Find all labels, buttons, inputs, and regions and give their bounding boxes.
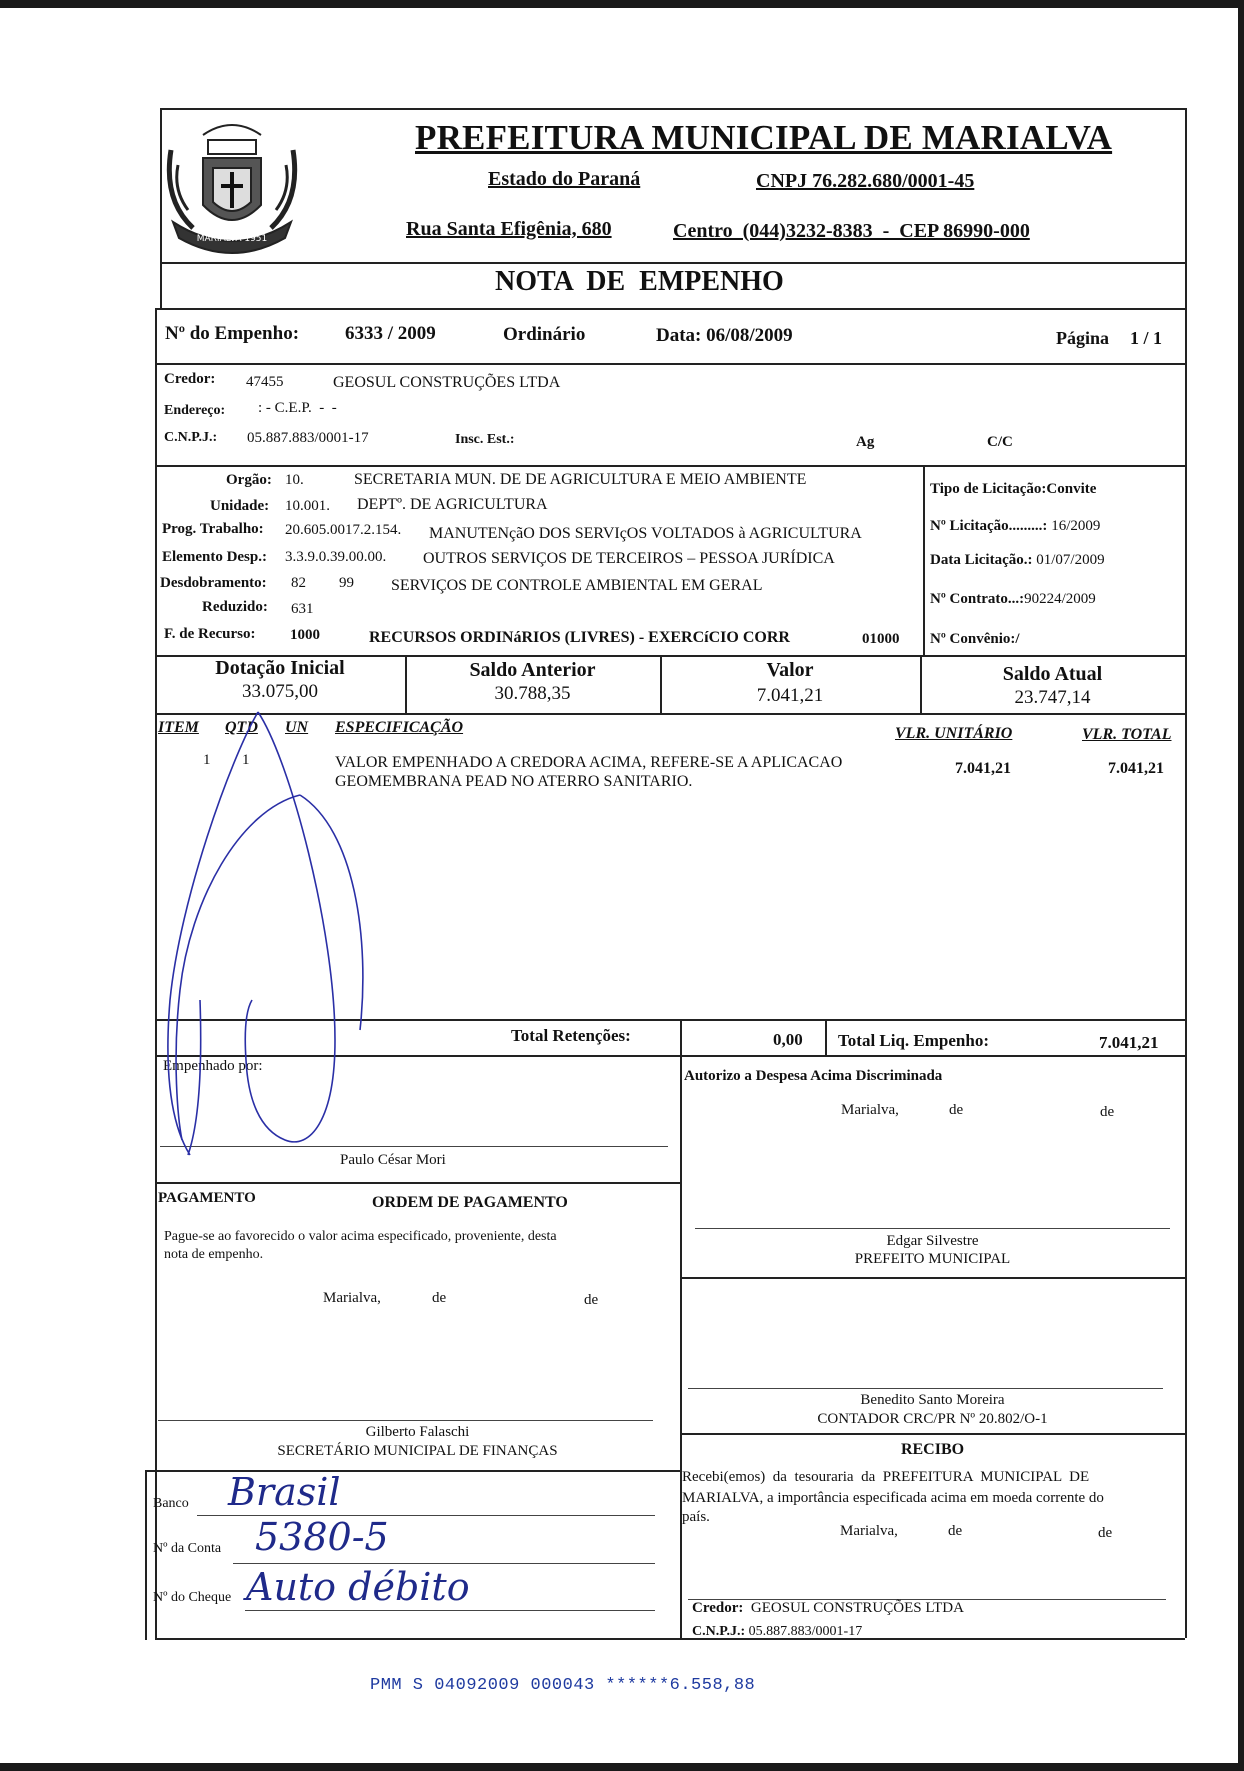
banco-handwritten: Brasil — [228, 1470, 341, 1514]
recibo-de-2: de — [1098, 1525, 1113, 1541]
autorizo-label: Autorizo a Despesa Acima Discriminada — [684, 1068, 943, 1084]
prefeito-signature-line — [695, 1228, 1170, 1229]
orgao-label: Orgão: — [226, 472, 272, 488]
orgao-name: SECRETARIA MUN. DE DE AGRICULTURA E MEIO AMBIENTE — [354, 471, 807, 488]
total-retencoes-label: Total Retenções: — [511, 1026, 631, 1045]
scan-edge-bottom — [0, 1763, 1244, 1771]
saldo-atual-value: 23.747,14 — [1014, 687, 1091, 708]
cheque-line — [245, 1610, 655, 1611]
autorizo-de-2: de — [1100, 1104, 1115, 1120]
cheque-handwritten: Auto débito — [246, 1565, 470, 1609]
header-divider — [160, 262, 1185, 264]
handwritten-signature-empenhado — [160, 700, 390, 1160]
empenho-number-label: Nº do Empenho: — [165, 323, 300, 344]
conta-handwritten: 5380-5 — [255, 1515, 389, 1559]
prog-trabalho-name: MANUTENçãO DOS SERVIçOS VOLTADOS à AGRICULTURA — [429, 525, 862, 542]
recurso-label: F. de Recurso: — [164, 626, 256, 642]
recibo-place: Marialva, — [840, 1523, 898, 1539]
reduzido-label: Reduzido: — [202, 599, 268, 615]
credor-top-border — [155, 363, 1185, 365]
contador-name: Benedito Santo Moreira — [860, 1392, 1005, 1408]
conta-line — [233, 1563, 655, 1564]
numero-licitacao: Nº Licitação.........: 16/2009 — [930, 518, 1101, 534]
credor-cnpj: 05.887.883/0001-17 — [247, 430, 369, 446]
totals-divider-1 — [680, 1019, 682, 1055]
header-street: Rua Santa Efigênia, 680 — [406, 218, 612, 240]
item-description-line1: VALOR EMPENHADO A CREDORA ACIMA, REFERE-SE A APLICACAO — [335, 754, 843, 771]
reduzido-value: 631 — [291, 601, 314, 617]
budget-top-border — [155, 465, 1185, 467]
recurso-name: RECURSOS ORDINáRIOS (LIVRES) - EXERCíCIO CORR — [369, 629, 790, 646]
prefeito-name: Edgar Silvestre — [886, 1233, 979, 1249]
conta-corrente-label: C/C — [987, 434, 1013, 450]
licitacao-left-border — [923, 465, 925, 655]
header-left-border — [160, 108, 162, 308]
valor-label: Valor — [766, 659, 814, 681]
item-unit-value: 7.041,21 — [955, 760, 1011, 777]
pagamento-de-2: de — [584, 1292, 599, 1308]
empenho-number: 6333 / 2009 — [345, 323, 436, 344]
empenhado-por-label: Empenhado por: — [163, 1058, 263, 1074]
col-item: ITEM — [158, 719, 199, 736]
valor-value: 7.041,21 — [756, 685, 824, 706]
totals-divider-2 — [825, 1019, 827, 1055]
payment-stamp: PMM S 04092009 000043 ******6.558,88 — [370, 1676, 756, 1695]
recibo-top-border — [680, 1433, 1185, 1435]
secretario-role: SECRETÁRIO MUNICIPAL DE FINANÇAS — [277, 1443, 558, 1459]
prog-trabalho-code: 20.605.0017.2.154. — [285, 522, 402, 538]
elemento-label: Elemento Desp.: — [162, 549, 267, 565]
recibo-text-line3: país. — [682, 1509, 710, 1525]
prefeito-role: PREFEITO MUNICIPAL — [854, 1251, 1011, 1267]
dotacao-inicial-value: 33.075,00 — [242, 681, 318, 702]
scan-edge-top — [0, 0, 1244, 8]
credor-code: 47455 — [246, 374, 284, 390]
pagamento-top-border — [155, 1182, 680, 1184]
unidade-label: Unidade: — [210, 498, 270, 514]
credor-name: GEOSUL CONSTRUÇÕES LTDA — [333, 374, 561, 391]
header-title: PREFEITURA MUNICIPAL DE MARIALVA — [415, 118, 1113, 157]
lower-center-divider — [680, 1055, 682, 1640]
recibo-de-1: de — [948, 1523, 963, 1539]
banco-label: Banco — [153, 1496, 189, 1511]
page-number: 1 / 1 — [1130, 328, 1163, 348]
total-liq-label: Total Liq. Empenho: — [838, 1031, 989, 1050]
recibo-text-line1: Recebi(emos) da tesouraria da PREFEITURA MUNICIPAL DE — [682, 1469, 1090, 1485]
dotacao-inicial-label: Dotação Inicial — [215, 657, 345, 679]
recibo-title: RECIBO — [900, 1441, 965, 1458]
recibo-credor: Credor: GEOSUL CONSTRUÇÕES LTDA — [692, 1600, 964, 1616]
empenhado-por-name: Paulo César Mori — [340, 1152, 446, 1168]
bank-top-border — [145, 1470, 680, 1472]
col-un: UN — [285, 719, 309, 736]
item-description-line2: GEOMEMBRANA PEAD NO ATERRO SANITARIO. — [335, 773, 693, 790]
bank-left-border — [145, 1470, 147, 1640]
orgao-code: 10. — [285, 472, 304, 488]
endereco-value: : - C.E.P. - - — [258, 400, 337, 416]
recurso-code: 1000 — [290, 627, 320, 643]
form-bottom-border — [155, 1638, 1185, 1640]
pagamento-label: PAGAMENTO — [158, 1190, 256, 1206]
item-total-value: 7.041,21 — [1108, 760, 1164, 777]
cheque-label: Nº do Cheque — [153, 1590, 232, 1605]
unidade-code: 10.001. — [285, 498, 330, 514]
empenho-type: Ordinário — [503, 324, 586, 345]
saldo-atual-label: Saldo Atual — [1002, 663, 1103, 685]
contador-role: CONTADOR CRC/PR Nº 20.802/O-1 — [817, 1411, 1048, 1427]
header-right-border — [1185, 108, 1187, 308]
endereco-label: Endereço: — [164, 403, 226, 418]
pagamento-de-1: de — [432, 1290, 447, 1306]
svg-text:MARIALVA 1951: MARIALVA 1951 — [196, 234, 268, 244]
total-retencoes-value: 0,00 — [773, 1030, 803, 1049]
item-number: 1 — [203, 752, 211, 768]
autorizo-de-1: de — [949, 1102, 964, 1118]
col-vlr-total: VLR. TOTAL — [1082, 726, 1172, 743]
header-cnpj: CNPJ 76.282.680/0001-45 — [756, 170, 975, 192]
conta-label: Nº da Conta — [153, 1541, 222, 1556]
secretario-signature-line — [158, 1420, 653, 1421]
numero-convenio: Nº Convênio:/ — [930, 631, 1020, 647]
ordem-pagamento-label: ORDEM DE PAGAMENTO — [372, 1194, 568, 1211]
secretario-name: Gilberto Falaschi — [365, 1424, 470, 1440]
tipo-licitacao: Tipo de Licitação:Convite — [930, 481, 1097, 497]
total-liq-value: 7.041,21 — [1099, 1033, 1159, 1052]
coat-of-arms-logo — [163, 110, 301, 260]
col-especificacao: ESPECIFICAÇÃO — [335, 719, 464, 736]
recibo-text-line2: MARIALVA, a importância especificada acima em moeda corrente do — [682, 1490, 1104, 1506]
elemento-code: 3.3.9.0.39.00.00. — [285, 549, 387, 565]
prog-trabalho-label: Prog. Trabalho: — [162, 521, 264, 537]
contador-signature-line — [688, 1388, 1163, 1389]
data-licitacao: Data Licitação.: 01/07/2009 — [930, 552, 1105, 568]
col-vlr-unitario: VLR. UNITÁRIO — [895, 725, 1013, 742]
header-top-border — [160, 108, 1185, 110]
saldo-anterior-label: Saldo Anterior — [469, 659, 596, 681]
desdobramento-b: 99 — [339, 575, 354, 591]
item-qtd: 1 — [242, 752, 250, 768]
contador-top-border — [680, 1277, 1185, 1279]
pagamento-text-line2: nota de empenho. — [164, 1247, 264, 1262]
credor-cnpj-label: C.N.P.J.: — [164, 430, 218, 445]
desdobramento-a: 82 — [291, 575, 306, 591]
header-district-phone-cep: Centro (044)3232-8383 - CEP 86990-000 — [673, 220, 1030, 242]
insc-est-label: Insc. Est.: — [455, 432, 515, 447]
title-divider — [155, 308, 1187, 310]
col-qtd: QTD — [225, 719, 258, 736]
desdobramento-label: Desdobramento: — [160, 575, 267, 591]
elemento-name: OUTROS SERVIÇOS DE TERCEIROS – PESSOA JURÍDICA — [423, 550, 835, 567]
credor-label: Credor: — [164, 371, 216, 387]
unidade-name: DEPTº. DE AGRICULTURA — [357, 496, 548, 513]
main-right-border — [1185, 308, 1187, 1638]
pagamento-text-line1: Pague-se ao favorecido o valor acima especificado, proveniente, desta — [164, 1229, 557, 1244]
scan-edge-right — [1238, 0, 1244, 1771]
recurso-number: 01000 — [862, 631, 900, 647]
empenho-date: Data: 06/08/2009 — [656, 325, 793, 346]
numero-contrato: Nº Contrato...:90224/2009 — [930, 591, 1096, 607]
header-state: Estado do Paraná — [488, 168, 641, 190]
recibo-cnpj: C.N.P.J.: 05.887.883/0001-17 — [692, 1624, 863, 1639]
saldo-anterior-value: 30.788,35 — [494, 683, 571, 704]
agencia-label: Ag — [856, 434, 875, 450]
pagamento-place: Marialva, — [323, 1290, 381, 1306]
page-label: Página — [1056, 328, 1110, 348]
autorizo-place: Marialva, — [841, 1102, 899, 1118]
desdobramento-name: SERVIÇOS DE CONTROLE AMBIENTAL EM GERAL — [391, 577, 763, 594]
document-title: NOTA DE EMPENHO — [495, 266, 784, 297]
